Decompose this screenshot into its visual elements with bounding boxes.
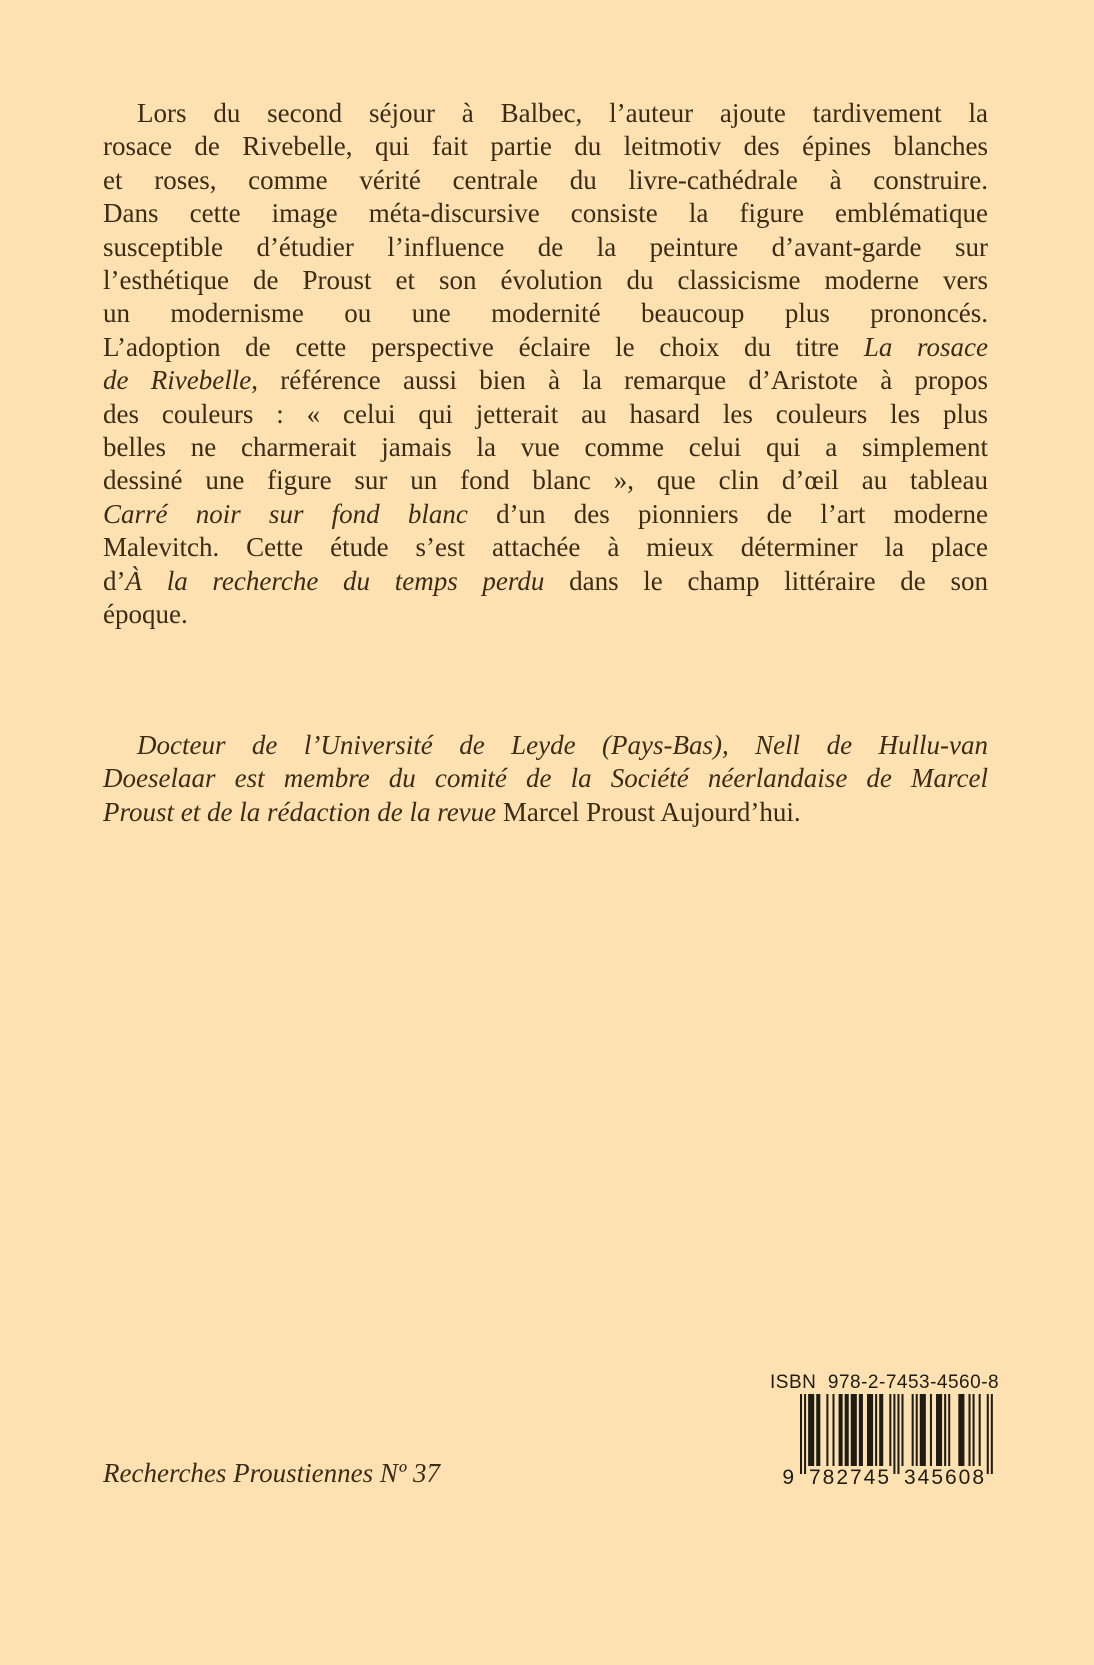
barcode-bar [958,1394,964,1466]
barcode-bar [804,1394,806,1474]
barcode-bar [851,1394,857,1466]
italic-text-segment: À la recherche du temps perdu [125,565,545,596]
text-line [103,565,988,598]
barcode-bar [859,1394,863,1466]
barcode-bar [987,1394,989,1474]
barcode-digits: 782745 [809,1466,889,1486]
ean13-barcode [770,1394,995,1486]
barcode-bar [968,1394,970,1466]
barcode-bar [973,1394,975,1466]
italic-text-segment: La rosace [863,331,988,362]
barcode-bar [867,1394,873,1466]
barcode-digits: 345608 [904,1466,984,1486]
barcode-digits: 9 [782,1466,794,1486]
text-segment: l’esthétique de Proust et son évolution du classicisme moderne vers [103,265,988,296]
text-line [103,431,988,464]
barcode-bar [991,1394,993,1474]
barcode-bar [845,1394,849,1466]
isbn-label: ISBN 978-2-7453-4560-8 [770,1372,1000,1393]
barcode-bar [889,1394,891,1466]
text-segment: dans le champ littéraire de son [544,565,988,596]
text-line [103,796,988,829]
barcode-bar [948,1394,950,1466]
text-segment: d’ [103,565,126,596]
barcode-bar [897,1394,899,1474]
text-segment: Marcel Proust Aujourd’hui. [502,796,801,827]
text-line [103,364,988,397]
italic-text-segment: de Rivebelle [103,365,252,396]
barcode-bar [930,1394,932,1466]
text-line [103,464,988,497]
text-segment: Doeselaar est membre du comité de la Société néerlandaise de Marcel [103,763,988,794]
italic-text-segment: Carré noir sur fond blanc [103,498,468,529]
barcode-bar [875,1394,877,1466]
text-segment: Dans cette image méta-discursive consiste la figure emblématique [103,198,988,229]
barcode-bar [979,1394,981,1466]
text-segment: un modernisme ou une modernité beaucoup plus prononcés. [103,298,988,329]
barcode-bar [879,1394,883,1466]
text-line [103,264,988,297]
barcode-bar [808,1394,814,1466]
text-segment: et roses, comme vérité centrale du livre-cathédrale à construire. [103,164,988,195]
text-line [103,231,988,264]
barcode-bar [902,1394,904,1466]
text-segment: , référence aussi bien à la remarque d’Aristote à propos [251,365,988,396]
barcode-bar [920,1394,926,1466]
series-title: Recherches Proustiennes Nº 37 [103,1458,441,1488]
barcode-bar [800,1394,802,1474]
text-segment: époque. [103,599,188,630]
text-segment: Malevitch. Cette étude s’est attachée à mieux déterminer la place [103,532,988,563]
text-line [103,130,988,163]
text-segment: susceptible d’étudier l’influence de la peinture d’avant-garde sur [103,231,988,262]
barcode-bar [826,1394,828,1466]
text-segment: Proust et de la rédaction de la revue [103,796,503,827]
text-line [103,729,988,762]
text-segment: Lors du second séjour à Balbec, l’auteur ajoute tardivement la [137,98,988,128]
text-segment: d’un des pionniers de l’art moderne [467,498,988,529]
text-line [103,164,988,197]
text-segment: Docteur de l’Université de Leyde (Pays-Bas), Nell de Hullu-van [137,730,988,760]
barcode-bar [839,1394,843,1466]
barcode-bar [912,1394,914,1466]
text-line [103,297,988,330]
text-line [103,498,988,531]
synopsis-paragraph [103,97,988,632]
author-bio-paragraph [103,729,988,829]
text-segment: L’adoption de cette perspective éclaire le choix du titre [103,331,864,362]
text-line [103,197,988,230]
text-segment: des couleurs : « celui qui jetterait au hasard les couleurs les plus [103,398,988,429]
barcode-bar [936,1394,942,1466]
barcode-bar [893,1394,895,1474]
barcode-bar [944,1394,946,1466]
text-line [103,598,988,631]
barcode-bar [816,1394,820,1466]
text-line [103,531,988,564]
text-line [103,331,988,364]
barcode-bar [832,1394,834,1466]
text-line [103,398,988,431]
barcode-bar [916,1394,918,1466]
text-line [103,762,988,795]
text-segment: dessiné une figure sur un fond blanc », que clin d’œil au tableau [103,465,988,496]
text-segment: belles ne charmerait jamais la vue comme celui qui a simplement [103,432,988,463]
text-segment: rosace de Rivebelle, qui fait partie du leitmotiv des épines blanches [103,131,988,162]
text-line [103,97,988,130]
